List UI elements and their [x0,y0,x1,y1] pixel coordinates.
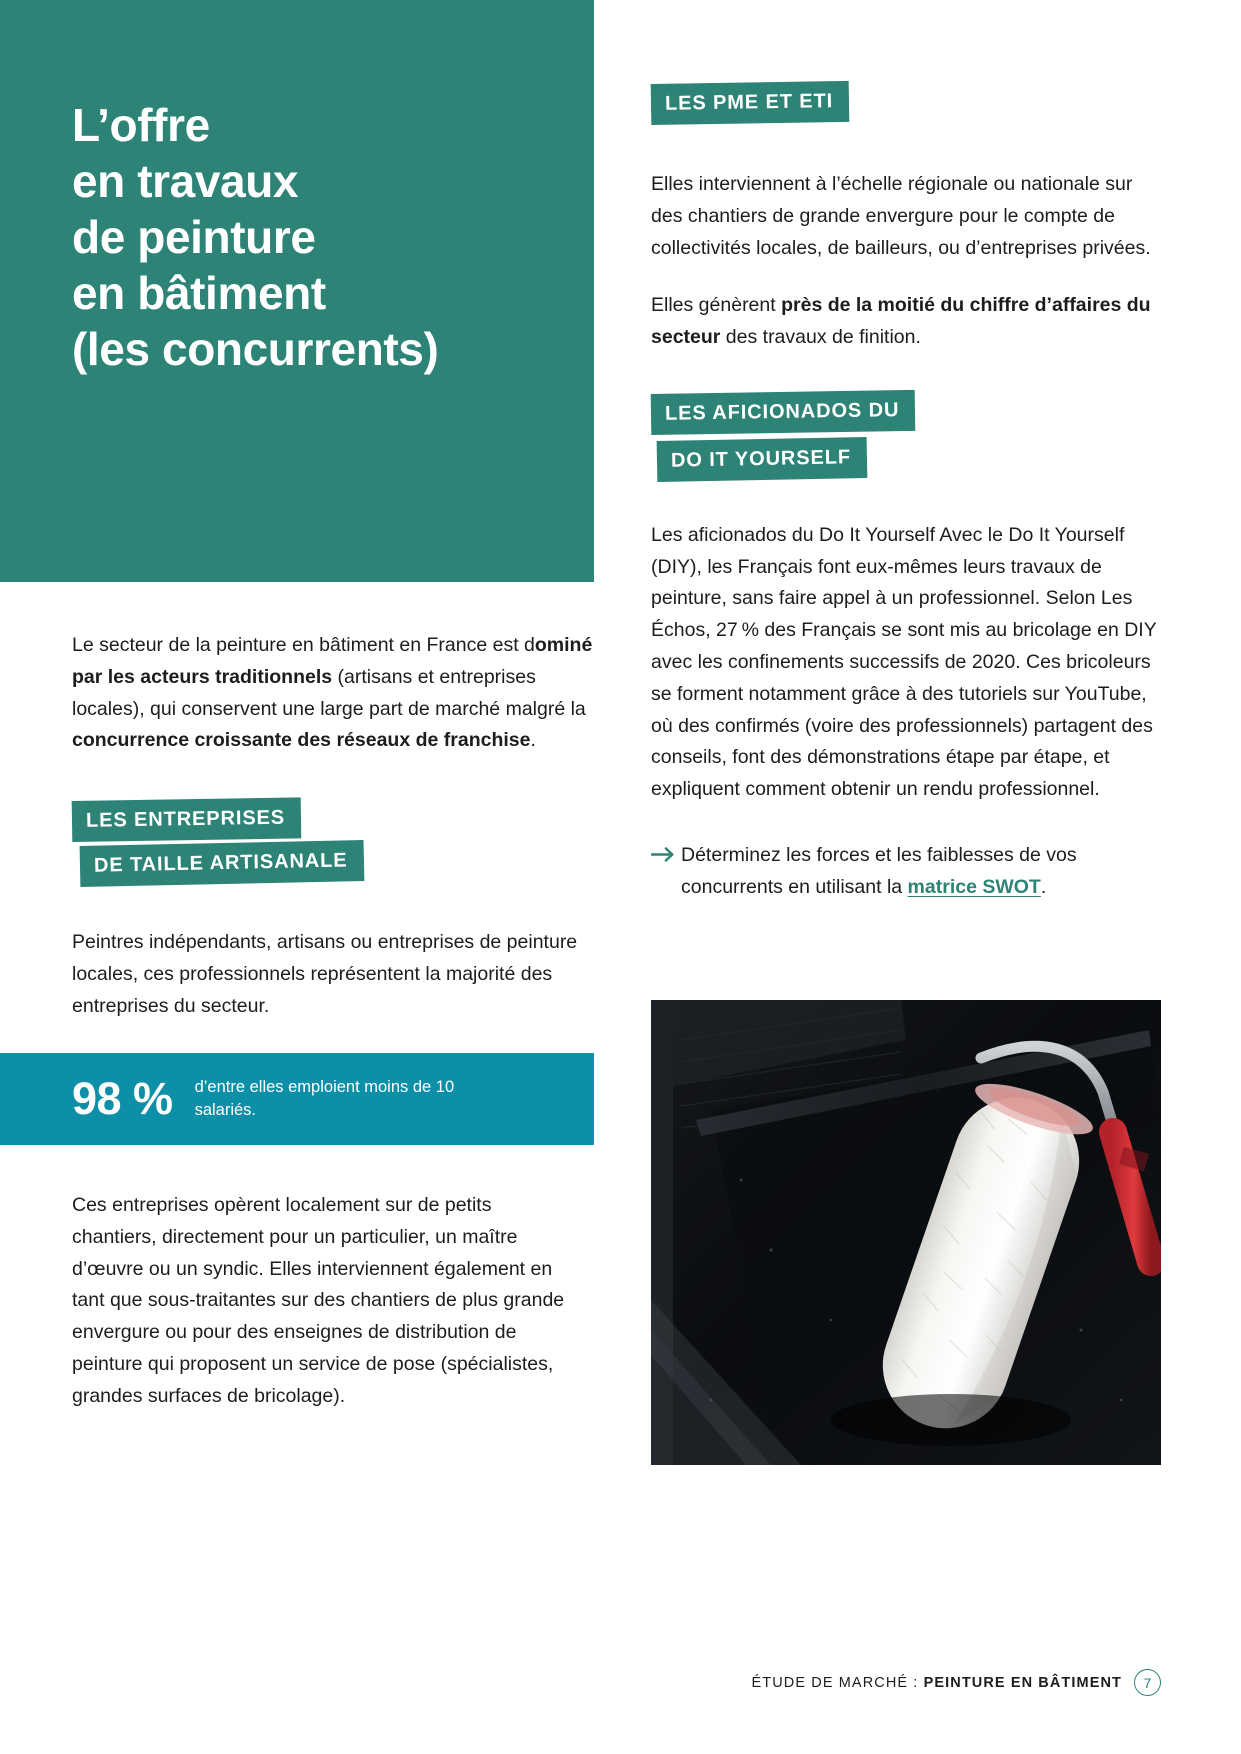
intro-part-1: Le secteur de la peinture en bâtiment en France est d [72,634,535,656]
callout-swot [651,840,1161,904]
intro-part-2: (artisans et entreprises locales), qui conservent une large part de marché malgré la [72,665,586,720]
pme2-bold-1: près de la moitié du chiffre d’affaires du secteur [651,294,1151,349]
title-line-2: en travaux [72,155,299,208]
title-line-1: L’offre [72,99,210,151]
arrow-right-icon [651,845,681,869]
footer-subject: PEINTURE EN BÂTIMENT [923,1674,1122,1691]
pme-paragraph-1: Elles interviennent à l’échelle régionale ou nationale sur des chantiers de grande envergure pour le compte de collectivités locales, de bailleurs, ou d’entreprises privées. [651,173,1151,259]
badge-les-aficionados-du: LES AFICIONADOS DU [651,390,916,435]
badge-les-pme-et-eti: LES PME ET ETI [651,81,850,125]
badge-group-artisanale [72,801,594,887]
pme2-part-1: Elles génèrent [651,294,782,317]
footer-label: ÉTUDE DE MARCHÉ : [751,1674,924,1691]
hero-banner [0,0,594,582]
badge-do-it-yourself: DO IT YOURSELF [657,437,868,482]
badge-row-1 [72,801,594,842]
page-number-badge: 7 [1134,1669,1161,1696]
badge-row-diy-2 [651,435,1161,482]
page-footer [752,1669,1162,1696]
statistic-description: d’entre elles emploient moins de 10 salariés. [194,1077,455,1119]
callout-text [681,840,1161,904]
badge-de-taille-artisanale: DE TAILLE ARTISANALE [80,840,364,887]
footer-caption [752,1675,1123,1691]
badge-row-2 [72,842,594,887]
artisanale-paragraph: Peintres indépendants, artisans ou entreprises de peinture locales, ces professionnels représentent la majorité des entreprises du secteur. [72,931,578,1017]
page-title [72,97,572,378]
badge-group-diy [651,394,1161,482]
matrice-swot-link[interactable]: matrice SWOT [907,875,1041,898]
intro-bold-2: concurrence croissante des réseaux de franchise [72,729,531,752]
paint-roller-photo [651,1000,1161,1465]
intro-bold-1: ominé par les acteurs traditionnels [72,634,593,688]
intro-paragraph [72,630,594,757]
right-column [651,84,1161,904]
badge-les-entreprises: LES ENTREPRISES [72,798,302,843]
callout-text-after: . [1040,875,1047,898]
left-column [72,630,594,1022]
title-line-4: en bâtiment [72,267,326,320]
pme-paragraph-2 [651,290,1161,354]
intro-part-3: . [530,729,536,752]
title-line-3: de peinture [72,211,316,264]
statistic-strip [0,1053,594,1145]
callout-text-before: Déterminez les forces et les faiblesses de vos concurrents en utilisant la [681,843,1077,898]
title-line-5: (les concurrents) [72,323,439,376]
closing-paragraph: Ces entreprises opèrent localement sur de petits chantiers, directement pour un particulier, un maître d’œuvre ou un syndic. Elles interviennent également en tant que sous-traitantes sur des chantiers de plus grande envergure ou pour des enseignes de distribution de peinture qui proposent un service de pose (spécialistes, grandes surfaces de bricolage). [72,1194,565,1407]
statistic-value: 98 % [72,1073,173,1124]
pme2-part-2: des travaux de finition. [720,326,921,349]
badge-row-diy-1 [651,394,1161,435]
diy-paragraph: Les aficionados du Do It Yourself Avec le Do It Yourself (DIY), les Français font eux-mêmes leurs travaux de peinture, sans faire appel à un professionnel. Selon Les Échos, 27 % des Français se sont mis au bricolage en DIY avec les confinements successifs de 2020. Ces bricoleurs se forment notamment grâce à des tutoriels sur YouTube, où des confirmés (voire des professionnels) partagent des conseils, font des démonstrations étape par étape, et expliquent comment obtenir un rendu professionnel. [651,523,1157,801]
